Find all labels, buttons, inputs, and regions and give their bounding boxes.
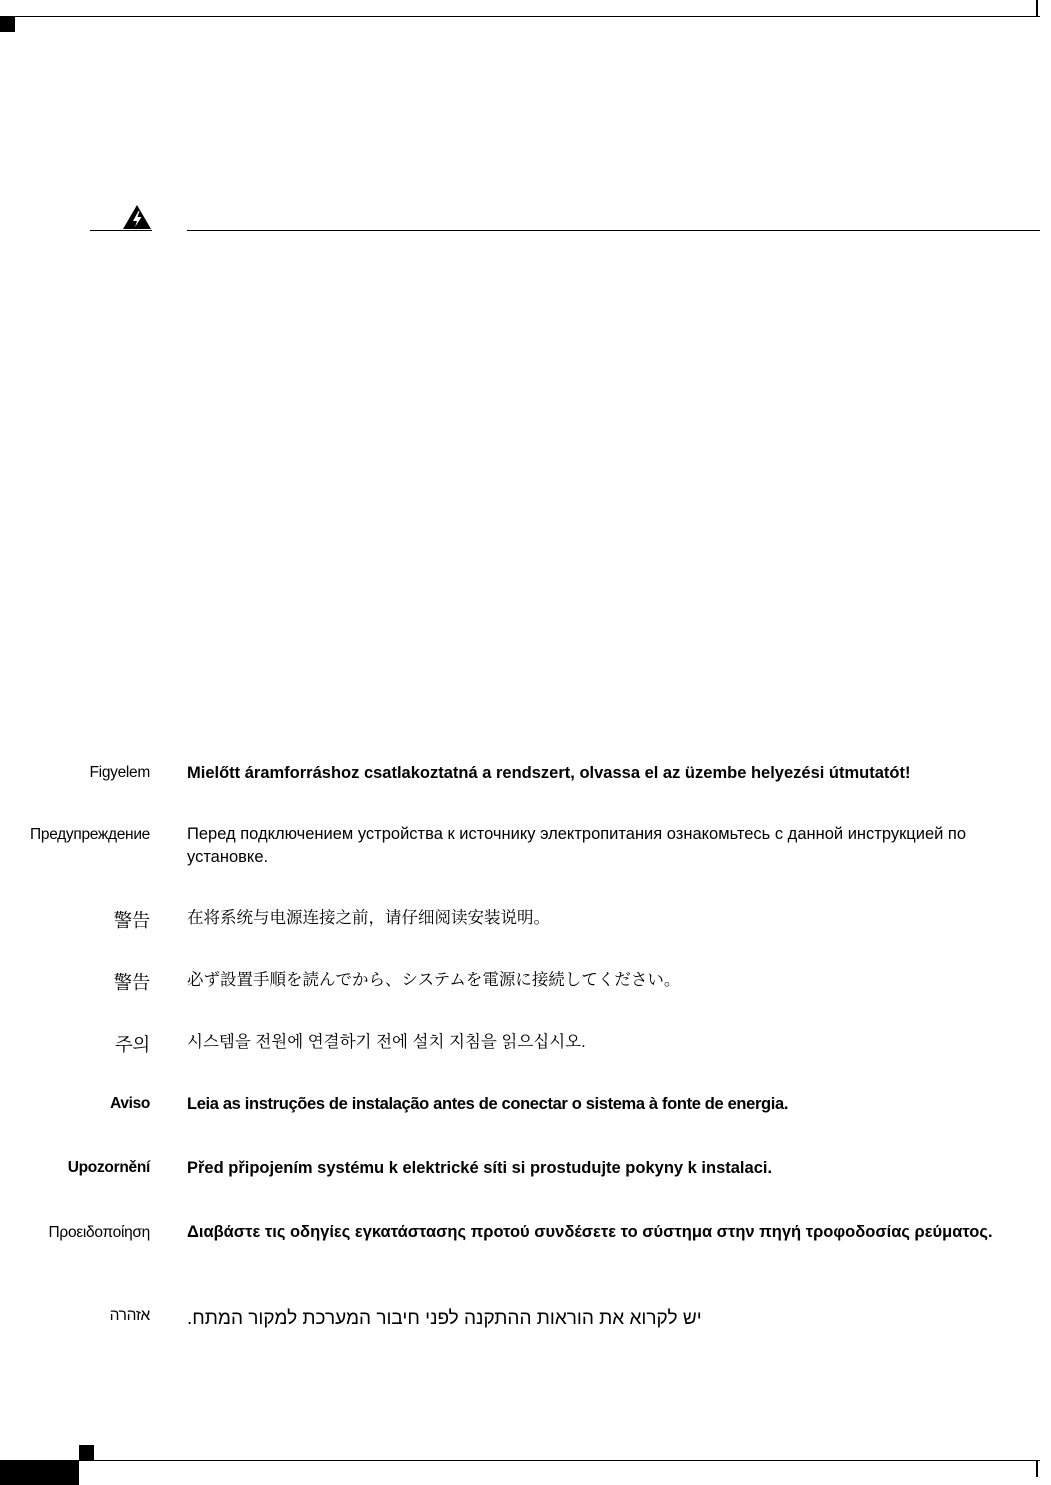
warning-label-hebrew: אזהרה (109, 1307, 150, 1324)
top-left-page-marker (0, 17, 15, 32)
warning-label-chinese: 警告 (113, 910, 150, 931)
warning-label-japanese: 警告 (113, 972, 150, 993)
warning-label-greek: Προειδοποίηση (48, 1224, 150, 1241)
warning-label-russian: Предупреждение (30, 826, 150, 843)
warning-text-korean: 시스템을 전원에 연결하기 전에 설치 지침을 읽으십시오. (187, 1033, 586, 1051)
warning-text-czech: Před připojením systému k elektrické síti si prostudujte pokyny k instalaci. (187, 1159, 773, 1177)
icon-underline-rule (90, 230, 152, 231)
section-rule (187, 230, 1040, 231)
bottom-right-crop-mark (1036, 1461, 1038, 1477)
warning-label-czech: Upozornění (67, 1159, 150, 1176)
warning-text-portuguese: Leia as instruções de instalação antes de conectar o sistema à fonte de energia. (187, 1095, 789, 1113)
warning-label-portuguese: Aviso (110, 1095, 150, 1112)
warning-text-hungarian: Mielőtt áramforráshoz csatlakoztatná a rendszert, olvassa el az üzembe helyezési útmutatót! (187, 764, 911, 782)
warning-text-russian: Перед подключением устройства к источнику электропитания ознакомьтесь с данной инструкцией по установке. (187, 825, 967, 866)
footer-page-tab (0, 1461, 79, 1485)
warning-text-greek: Διαβάστε τις οδηγίες εγκατάστασης προτού συνδέσετε το σύστημα στην πηγή τροφοδοσίας ρεύματος. (187, 1223, 993, 1241)
footer-page-marker (79, 1445, 94, 1460)
warning-text-hebrew: יש לקרוא את הוראות ההתקנה לפני חיבור המערכת למקור המתח. (187, 1308, 702, 1329)
footer-rule (0, 1460, 1040, 1461)
warning-label-korean: 주의 (114, 1034, 150, 1055)
top-right-crop-mark (1036, 0, 1038, 17)
top-rule (0, 16, 1040, 17)
warning-label-hungarian: Figyelem (89, 764, 150, 781)
warning-text-chinese: 在将系统与电源连接之前，请仔细阅读安装说明。 (187, 909, 550, 927)
warning-text-japanese: 必ず設置手順を読んでから、システムを電源に接続してください。 (187, 971, 681, 989)
warning-electric-icon (122, 204, 152, 230)
